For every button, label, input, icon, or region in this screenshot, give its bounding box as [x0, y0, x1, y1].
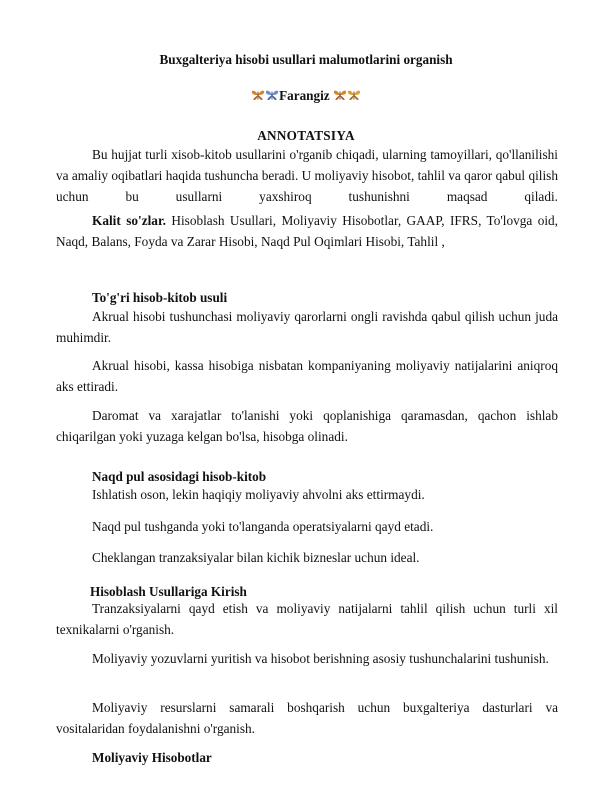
annotation-paragraph: Bu hujjat turli xisob-kitob usullarini o'rganib chiqadi, ularning tamoyillari, qo'llanilishi va amaliy oqibatlari haqida tushuncha beradi. U moliyaviy hisobot, tahlil va qaror qabul qilish uchun bu usullarni yaxshiroq tushunishni maqsad qiladi. [56, 147, 558, 204]
butterfly-icon [265, 89, 279, 101]
document-title: Buxgalteriya hisobi usullari malumotlarini organish [159, 52, 453, 67]
section-paragraph: Tranzaksiyalarni qayd etish va moliyaviy natijalarni tahlil qilish uchun turli xil texnikalarni o'rganish. [56, 601, 558, 637]
section-paragraph: Akrual hisobi tushunchasi moliyaviy qarorlarni ongli ravishda qabul qilish uchun juda muhimdir. [56, 309, 558, 345]
author-line [0, 88, 612, 104]
keywords-label: Kalit so'zlar. [92, 213, 166, 228]
section-paragraph: Ishlatish oson, lekin haqiqiy moliyaviy ahvolni aks ettirmaydi. [92, 487, 425, 502]
keywords-text: Hisoblash Usullari, Moliyaviy Hisobotlar, GAAP, IFRS, To'lovga oid, Naqd, Balans, Foyda va Zarar Hisobi, Naqd Pul Oqimlari Hisobi, Tahlil , [56, 213, 559, 249]
section-paragraph: Naqd pul tushganda yoki to'langanda operatsiyalarni qayd etadi. [92, 519, 434, 534]
section-paragraph: Daromat va xarajatlar to'lanishi yoki qoplanishiga qaramasdan, qachon ishlab chiqarilgan yoki yuzaga kelgan bo'lsa, hisobga olinadi. [56, 408, 558, 444]
butterfly-icon [347, 89, 361, 101]
keywords-paragraph [56, 210, 558, 252]
section-heading: Naqd pul asosidagi hisob-kitob [92, 469, 267, 484]
author-name: Farangiz [279, 88, 330, 103]
annotation-heading: ANNOTATSIYA [257, 128, 355, 143]
butterfly-icon [333, 89, 347, 101]
section-paragraph: Moliyaviy yozuvlarni yuritish va hisobot berishning asosiy tushunchalarini tushunish. [92, 651, 549, 666]
section-heading: Hisoblash Usullariga Kirish [90, 584, 247, 599]
section-paragraph: Akrual hisobi, kassa hisobiga nisbatan kompaniyaning moliyaviy natijalarini aniqroq aks ettiradi. [56, 358, 558, 394]
section-heading: Moliyaviy Hisobotlar [92, 750, 212, 765]
butterfly-icon [251, 89, 265, 101]
section-paragraph: Moliyaviy resurslarni samarali boshqarish uchun buxgalteriya dasturlari va vositalaridan foydalanishni o'rganish. [56, 700, 558, 736]
section-heading: To'g'ri hisob-kitob usuli [92, 290, 228, 305]
section-paragraph: Cheklangan tranzaksiyalar bilan kichik bizneslar uchun ideal. [92, 550, 420, 565]
